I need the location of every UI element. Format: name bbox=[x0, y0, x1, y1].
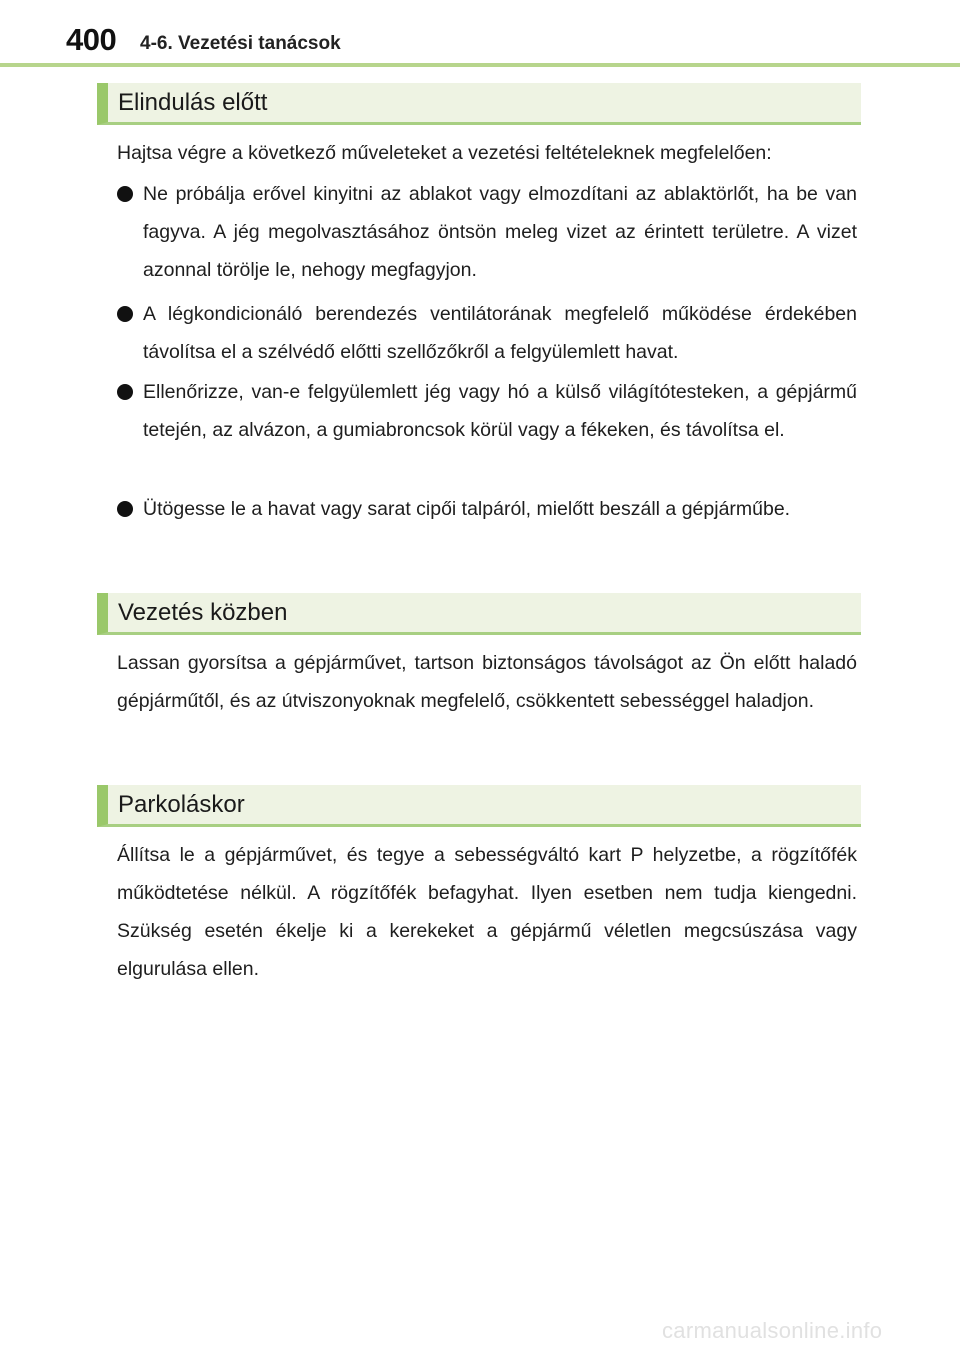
page-number: 400 bbox=[66, 22, 117, 57]
section-body: Lassan gyorsítsa a gépjárművet, tartson biztonságos távolságot az Ön előtt haladó gépjárműtől, és az útviszonyoknak megfelelő, csökkentett sebességgel haladjon. bbox=[117, 652, 857, 712]
list-item-text: Ne próbálja erővel kinyitni az ablakot vagy elmozdítani az ablaktörlőt, ha be van fagyva. A jég megolvasztásához öntsön meleg vizet az érintett területre. A vizet azonnal törölje le, nehogy megfagyjon. bbox=[143, 183, 857, 281]
section-intro: Hajtsa végre a következő műveleteket a vezetési feltételeknek megfelelően: bbox=[117, 142, 772, 164]
list-item-text: Ütögesse le a havat vagy sarat cipői talpáról, mielőtt beszáll a gépjárműbe. bbox=[143, 498, 791, 520]
list-item-text: Ellenőrizze, van-e felgyülemlett jég vagy hó a külső világítótesteken, a gépjármű tetején, az alvázon, a gumiabroncsok körül vagy a fékeken, és távolítsa el. bbox=[143, 381, 857, 441]
watermark: carmanualsonline.info bbox=[662, 1318, 883, 1343]
header-divider bbox=[0, 63, 960, 67]
bullet-icon bbox=[117, 384, 133, 400]
section-heading-elindulas bbox=[97, 83, 861, 125]
bullet-icon bbox=[117, 306, 133, 322]
bullet-icon bbox=[117, 186, 133, 202]
section-title: Vezetés közben bbox=[118, 599, 288, 626]
section-title: Parkoláskor bbox=[118, 791, 245, 818]
section-title: Elindulás előtt bbox=[118, 89, 268, 116]
section-body: Állítsa le a gépjárművet, és tegye a sebességváltó kart P helyzetbe, a rögzítőfék működtetése nélkül. A rögzítőfék befagyhat. Ilyen esetben nem tudja kiengedni. Szükség esetén ékelje ki a kerekeket a gépjármű véletlen megcsúszása vagy elgurulása ellen. bbox=[117, 844, 857, 980]
section-heading-vezetes bbox=[97, 593, 861, 635]
chapter-title: 4-6. Vezetési tanácsok bbox=[140, 33, 341, 54]
list-item-text: A légkondicionáló berendezés ventilátorának megfelelő működése érdekében távolítsa el a szélvédő előtti szellőzőkről a felgyülemlett havat. bbox=[143, 303, 857, 363]
section-heading-parkolas bbox=[97, 785, 861, 827]
bullet-icon bbox=[117, 501, 133, 517]
page-header bbox=[0, 0, 960, 70]
